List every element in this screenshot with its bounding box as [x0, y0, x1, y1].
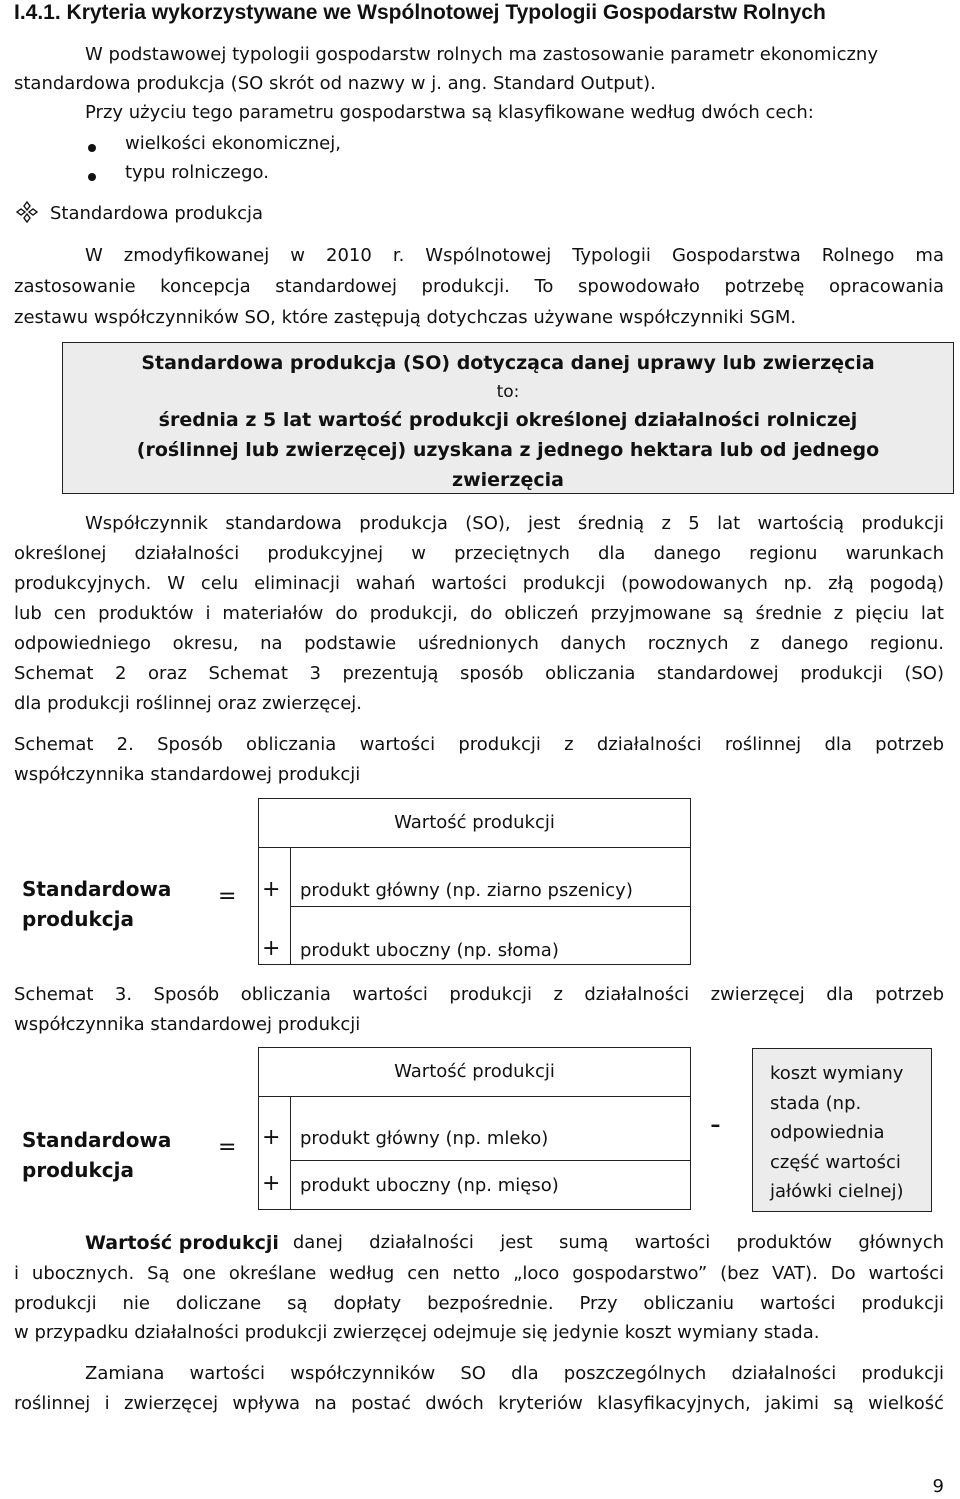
schema-3-divider [290, 1096, 291, 1210]
plus-sign: + [262, 936, 281, 961]
paragraph-line: dla produkcji roślinnej oraz zwierzęcej. [14, 693, 362, 714]
schema-2-label: Standardowa [22, 877, 172, 901]
section-heading: I.4.1. Kryteria wykorzystywane we Wspólnotowej Typologii Gospodarstw Rolnych [14, 1, 826, 24]
cost-box-line: jałówki cielnej) [770, 1181, 904, 1202]
paragraph-line: zastosowanie koncepcja standardowej produkcji. To spowodowało potrzebę opracowania [14, 276, 944, 297]
cost-box-line: odpowiednia [770, 1122, 885, 1143]
page-number: 9 [932, 1476, 944, 1497]
paragraph-line: zestawu współczynników SO, które zastępują dotychczas używane współczynniki SGM. [14, 307, 797, 328]
schema-3-label: Standardowa [22, 1128, 172, 1152]
schema-3-label: produkcja [22, 1158, 134, 1182]
schema-2-divider [290, 906, 690, 907]
schema-2-caption: Schemat 2. Sposób obliczania wartości produkcji z działalności roślinnej dla potrzeb [14, 734, 944, 755]
paragraph-line: produkcyjnych. W celu eliminacji wahań wartości produkcji (powodowanych np. złą pogodą) [14, 573, 944, 594]
paragraph-line: określonej działalności produkcyjnej w przeciętnych dla danego regionu warunkach [14, 543, 944, 564]
schema-3-row: produkt główny (np. mleko) [300, 1128, 549, 1149]
cost-box-line: część wartości [770, 1152, 901, 1173]
paragraph-line: i ubocznych. Są one określane według cen netto „loco gospodarstwo” (bez VAT). Do wartości [14, 1263, 944, 1284]
intro-line-3: Przy użyciu tego parametru gospodarstwa są klasyfikowane według dwóch cech: [85, 102, 814, 123]
definition-to: to: [496, 382, 520, 402]
bullet-dot-icon [88, 144, 96, 152]
cost-box-line: koszt wymiany [770, 1063, 904, 1084]
bold-lead: Wartość produkcji [85, 1232, 279, 1254]
minus-sign: - [710, 1107, 721, 1142]
bullet-item: typu rolniczego. [125, 162, 269, 183]
schema-2-label: produkcja [22, 907, 134, 931]
schema-3-caption: współczynnika standardowej produkcji [14, 1014, 361, 1035]
paragraph-line [85, 1231, 944, 1255]
plus-sign: + [262, 1125, 281, 1150]
bullet-item: wielkości ekonomicznej, [125, 133, 341, 154]
paragraph-line: lub cen produktów i materiałów do produkcji, do obliczeń przyjmowane są średnie z pięciu lat [14, 603, 944, 624]
equals-sign: = [218, 1135, 237, 1160]
bullet-dot-icon [88, 173, 96, 181]
schema-2-row: produkt uboczny (np. słoma) [300, 940, 559, 961]
schema-2-caption: współczynnika standardowej produkcji [14, 764, 361, 785]
paragraph-line: Współczynnik standardowa produkcja (SO), jest średnią z 5 lat wartością produkcji [85, 513, 944, 534]
definition-text: (roślinnej lub zwierzęcej) uzyskana z jednego hektara lub od jednego [136, 439, 880, 461]
paragraph-line: Schemat 2 oraz Schemat 3 prezentują sposób obliczania standardowej produkcji (SO) [14, 663, 944, 684]
definition-box [62, 342, 954, 494]
paragraph-line: w przypadku działalności produkcji zwierzęcej odejmuje się jedynie koszt wymiany stada. [14, 1322, 820, 1343]
schema-3-row: produkt uboczny (np. mięso) [300, 1175, 559, 1196]
definition-text: średnia z 5 lat wartość produkcji określonej działalności rolniczej [158, 409, 858, 431]
intro-line-1: W podstawowej typologii gospodarstw rolnych ma zastosowanie parametr ekonomiczny [85, 44, 878, 65]
paragraph-line: odpowiedniego okresu, na podstawie uśrednionych danych rocznych z danego regionu. [14, 633, 944, 654]
cost-box-line: stada (np. [770, 1093, 862, 1114]
section-title: Standardowa produkcja [50, 203, 264, 224]
intro-line-2: standardowa produkcja (SO skrót od nazwy w j. ang. Standard Output). [14, 73, 656, 94]
schema-3-divider [290, 1160, 690, 1161]
plus-sign: + [262, 877, 281, 902]
paragraph-line: roślinnej i zwierzęcej wpływa na postać dwóch kryteriów klasyfikacyjnych, jakimi są wielkość [14, 1393, 944, 1414]
schema-2-box-title: Wartość produkcji [394, 812, 555, 833]
definition-text: zwierzęcia [452, 469, 564, 491]
diamond-bullet-icon [16, 201, 38, 223]
paragraph-line: Zamiana wartości współczynników SO dla poszczególnych działalności produkcji [85, 1363, 944, 1384]
plus-sign: + [262, 1171, 281, 1196]
paragraph-rest: danej działalności jest sumą wartości produktów głównych [292, 1232, 944, 1253]
definition-title: Standardowa produkcja (SO) dotycząca danej uprawy lub zwierzęcia [141, 352, 875, 374]
schema-3-caption: Schemat 3. Sposób obliczania wartości produkcji z działalności zwierzęcej dla potrzeb [14, 984, 944, 1005]
schema-3-box-title: Wartość produkcji [394, 1061, 555, 1082]
paragraph-line: W zmodyfikowanej w 2010 r. Wspólnotowej Typologii Gospodarstwa Rolnego ma [85, 245, 944, 266]
paragraph-line: produkcji nie doliczane są dopłaty bezpośrednie. Przy obliczaniu wartości produkcji [14, 1293, 944, 1314]
equals-sign: = [218, 884, 237, 909]
schema-2-row: produkt główny (np. ziarno pszenicy) [300, 880, 633, 901]
